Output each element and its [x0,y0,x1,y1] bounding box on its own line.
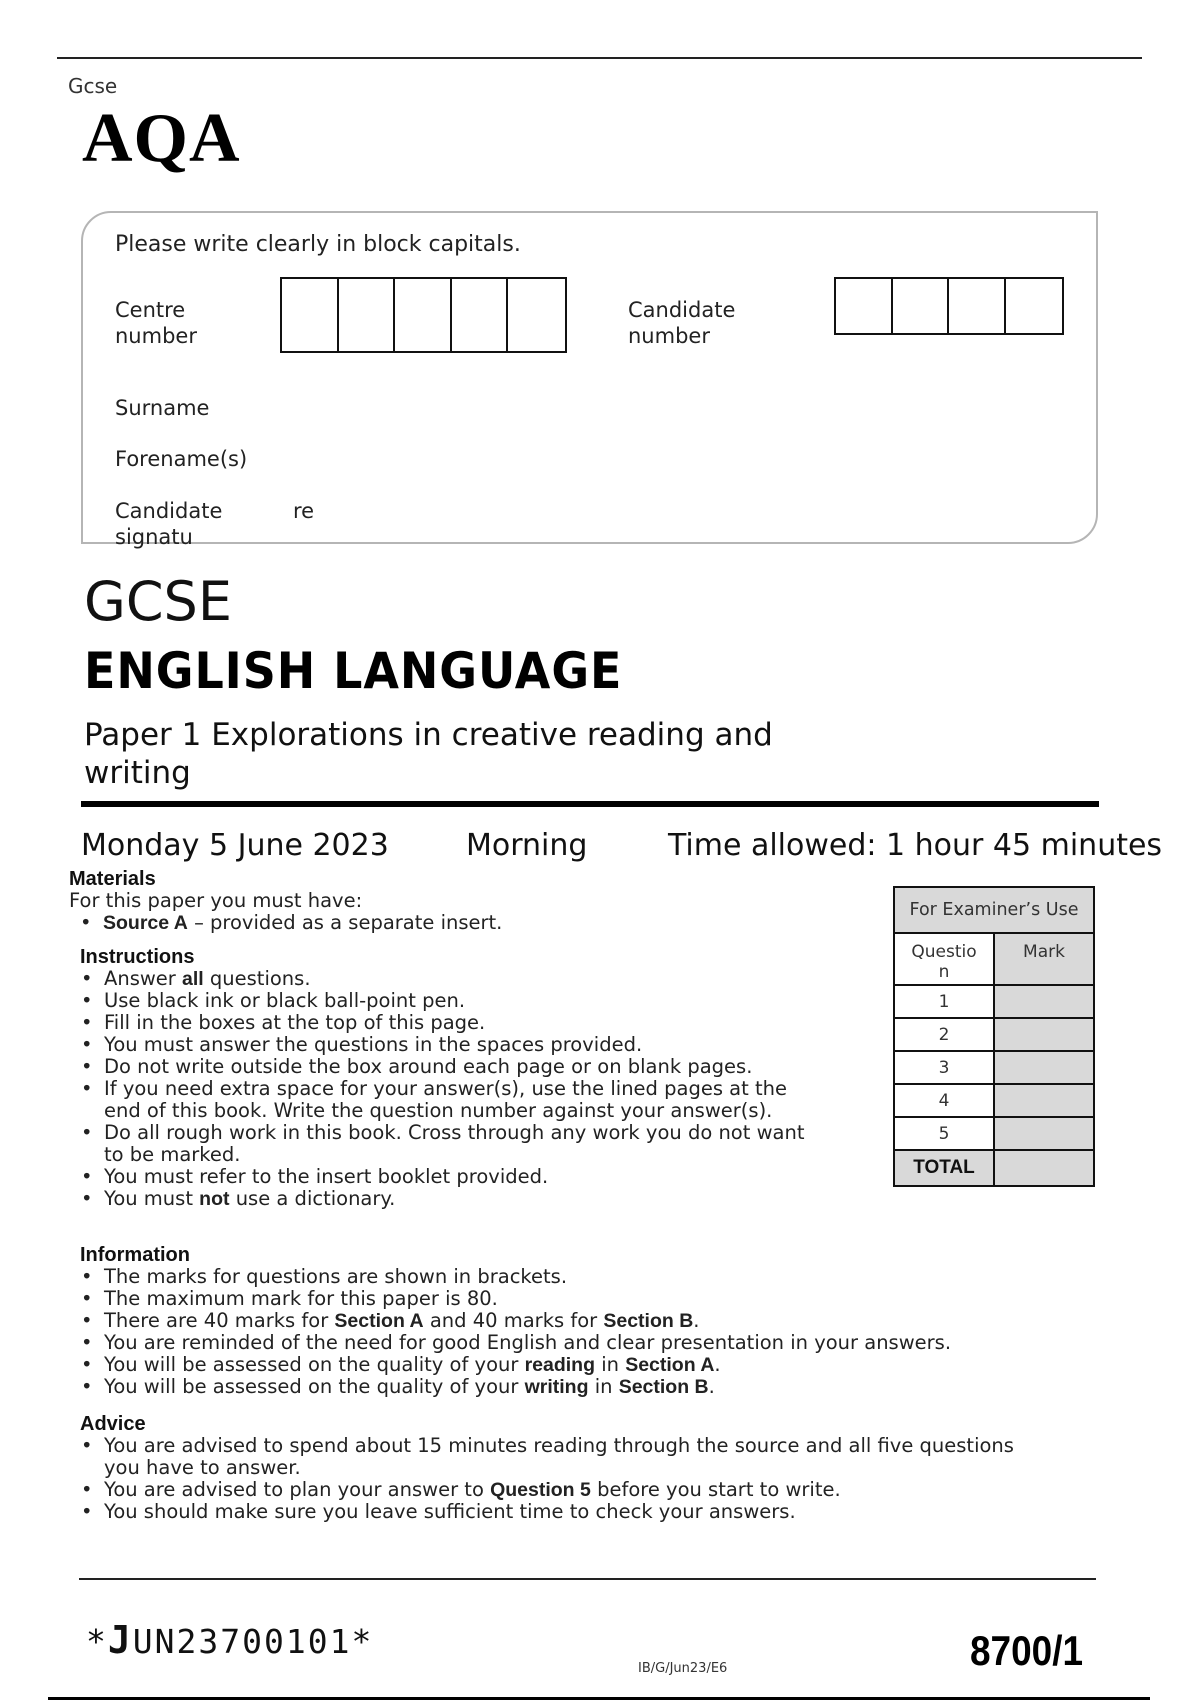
instruction-item [69,1012,820,1034]
information-item-text: . [708,1375,715,1398]
materials-intro: For this paper you must have: [69,889,363,912]
materials-item-bold: Source A [103,912,188,934]
information-item-text: . [714,1353,721,1376]
header-line: n [938,962,950,982]
mark-cell [994,1117,1094,1150]
surname-label: Surname [115,396,210,420]
question-column-header [894,933,994,985]
instruction-text-pre: Do all rough work in this book. Cross through any work you do not want to be marked. [104,1121,805,1166]
advice-heading: Advice [80,1413,146,1435]
advice-item-text: Question 5 [490,1479,591,1501]
instruction-item [69,1122,820,1166]
information-item-text: The marks for questions are shown in brackets. [104,1265,568,1288]
instruction-text-bold: all [182,968,204,990]
centre-number-input[interactable] [280,277,567,353]
paper-title [84,716,844,792]
signature-label [115,498,222,550]
barcode-text [86,1618,373,1662]
materials-item [68,912,829,934]
instruction-item [69,1166,820,1188]
mark-cell [994,1084,1094,1117]
instruction-text-pre: Do not write outside the box around each page or on blank pages. [104,1055,753,1078]
instruction-text-bold: not [199,1188,230,1210]
digit-box[interactable] [395,279,452,351]
information-item-text: . [693,1309,700,1332]
header-line: Questio [911,942,977,962]
digit-box[interactable] [836,279,893,333]
information-item-text: You are reminded of the need for good English and clear presentation in your answers. [104,1331,952,1354]
instruction-text-post: questions. [203,967,311,990]
aqa-logo: AQA [82,100,241,177]
digit-box[interactable] [452,279,509,351]
information-item [69,1332,1100,1354]
candidate-number-input[interactable] [834,277,1064,335]
mark-cell [994,1018,1094,1051]
question-number: 4 [894,1084,994,1117]
question-number: 3 [894,1051,994,1084]
information-item-text: Section A [625,1354,715,1376]
barcode-rest: UN23700101* [132,1622,374,1661]
digit-box[interactable] [949,279,1006,333]
block-capitals-instruction: Please write clearly in block capitals. [115,232,521,257]
information-item-text: reading [524,1354,596,1376]
information-item-text: Section B [618,1376,709,1398]
document-reference: IB/G/Jun23/E6 [638,1661,728,1676]
title-divider [81,801,1099,807]
information-item-text: The maximum mark for this paper is 80. [104,1287,498,1310]
barcode-prefix: * [86,1622,108,1661]
forenames-field[interactable] [330,441,1070,475]
subject-title: ENGLISH LANGUAGE [84,642,623,700]
forenames-label: Forename(s) [115,447,248,471]
instructions-section [80,946,820,1210]
advice-item-text: You are advised to spend about 15 minutes reading through the source and all five questions you have to answer. [104,1434,1014,1479]
information-item-text: Section B [603,1310,694,1332]
advice-item [69,1501,1040,1523]
centre-number-label [115,297,197,349]
total-mark-cell [994,1150,1094,1186]
advice-item-text: You should make sure you leave sufficient time to check your answers. [104,1500,796,1523]
information-heading: Information [80,1244,190,1266]
advice-item [69,1435,1040,1479]
mark-column-header: Mark [994,933,1094,985]
instruction-text-post: use a dictionary. [229,1187,396,1210]
advice-item [69,1479,1040,1501]
instruction-item [69,1188,820,1210]
information-item-text: Section A [334,1310,424,1332]
label-line: Candidate [628,298,736,322]
exam-date: Monday 5 June 2023 [81,828,389,863]
instruction-item [69,968,820,990]
brand-label: Gcse [68,74,118,98]
paper-code: 8700/1 [970,1627,1084,1674]
instruction-item [69,1056,820,1078]
instruction-item [69,990,820,1012]
information-item [69,1354,1100,1376]
label-line: Centre [115,298,186,322]
exam-session: Morning [466,828,588,863]
digit-box[interactable] [339,279,396,351]
table-row [894,1051,1094,1084]
digit-box[interactable] [1006,279,1063,333]
paper-title-line: writing [84,755,191,791]
mark-cell [994,1051,1094,1084]
instruction-text-pre: If you need extra space for your answer(s), use the lined pages at the end of this book. Write the question number against your answer(s). [104,1077,787,1122]
total-label: TOTAL [894,1150,994,1186]
table-row [894,1117,1094,1150]
time-allowed: Time allowed: 1 hour 45 minutes [668,828,1163,863]
materials-item-text: – provided as a separate insert. [187,911,503,934]
question-number: 1 [894,985,994,1018]
paper-title-line: Paper 1 Explorations in creative reading and [84,717,773,753]
information-item-text: You will be assessed on the quality of your [104,1375,525,1398]
materials-heading: Materials [69,868,156,890]
question-number: 2 [894,1018,994,1051]
barcode-j: J [107,1618,133,1662]
information-section [80,1244,1100,1398]
instruction-text-pre: Use black ink or black ball-point pen. [104,989,466,1012]
footer-rule [79,1578,1096,1580]
instruction-text-pre: Fill in the boxes at the top of this page. [104,1011,486,1034]
information-item-text: and 40 marks for [423,1309,604,1332]
materials-section [69,868,829,934]
instructions-heading: Instructions [80,946,195,968]
instruction-item [69,1034,820,1056]
advice-item-text: You are advised to plan your answer to [104,1478,491,1501]
information-item-text: in [588,1375,619,1398]
top-rule [57,57,1142,59]
label-line: Candidate [115,499,223,523]
signature-label-fragment: re [293,499,315,523]
information-item [69,1310,1100,1332]
surname-field[interactable] [330,390,1070,424]
examiners-use-title: For Examiner’s Use [894,887,1094,933]
table-row [894,1084,1094,1117]
digit-box[interactable] [282,279,339,351]
advice-section [80,1413,1040,1523]
instruction-text-pre: Answer [104,967,183,990]
instruction-text-pre: You must [104,1187,200,1210]
information-item-text: writing [524,1376,589,1398]
candidate-number-label [628,297,735,349]
information-item [69,1266,1100,1288]
table-row [894,1018,1094,1051]
digit-box[interactable] [893,279,950,333]
instruction-item [69,1078,820,1122]
information-item [69,1288,1100,1310]
signature-field[interactable] [330,494,1070,534]
examiners-use-table [893,886,1095,1187]
information-item-text: in [595,1353,626,1376]
label-line: signatu [115,525,193,549]
digit-box[interactable] [508,279,565,351]
label-line: number [115,324,197,348]
instruction-text-pre: You must answer the questions in the spaces provided. [104,1033,643,1056]
table-row [894,985,1094,1018]
information-item-text: There are 40 marks for [104,1309,335,1332]
advice-item-text: before you start to write. [590,1478,841,1501]
information-item-text: You will be assessed on the quality of your [104,1353,525,1376]
question-number: 5 [894,1117,994,1150]
instruction-text-pre: You must refer to the insert booklet provided. [104,1165,549,1188]
information-item [69,1376,1100,1398]
label-line: number [628,324,710,348]
mark-cell [994,985,1094,1018]
qualification-title: GCSE [84,570,232,633]
